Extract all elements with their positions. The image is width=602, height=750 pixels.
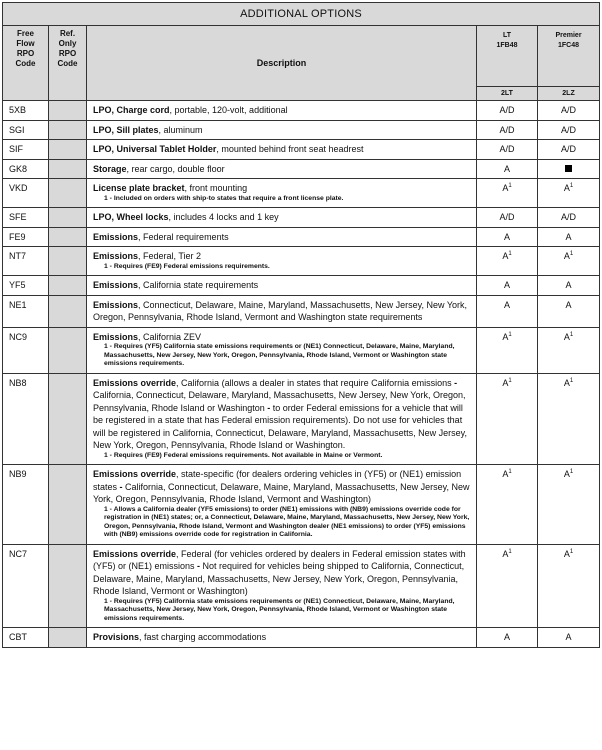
option-name: License plate bracket [93,183,185,193]
rpo-code: GK8 [3,159,49,179]
ref-only-code-cell [49,276,87,296]
footnote: 1 - Included on orders with ship-to states that require a front license plate. [104,194,344,202]
availability-code: A [563,183,570,193]
availability-code: A [502,548,509,559]
free-flow-rpo-header: Free Flow RPO Code [3,26,49,101]
option-detail: , mounted behind front seat headrest [216,144,364,154]
availability-code: A [563,251,570,261]
rpo-code: SGI [3,120,49,140]
option-description [87,247,477,276]
ref-only-code-cell [49,120,87,140]
lt-availability [477,120,538,140]
availability-code: A [503,280,510,290]
availability-code: A/D [499,105,515,115]
option-name: Emissions override [93,377,177,388]
lt-availability [477,227,538,247]
option-name: Storage [93,163,127,174]
option-name: Emissions [93,331,139,342]
footnote-marker: 1 [508,183,512,189]
option-detail: , fast charging accommodations [139,632,267,642]
premier-availability [538,628,600,648]
rpo-code: NB8 [3,373,49,465]
premier-availability [538,295,600,327]
option-name: Emissions override [93,469,177,479]
availability-code: A [565,299,572,310]
availability-code: A [563,331,570,342]
footnote-marker: 1 [569,331,574,338]
ref-only-code-cell [49,295,87,327]
footnote-marker: 1 [569,251,574,257]
premier-availability [538,227,600,247]
ref-only-code-cell [49,159,87,179]
table-title: ADDITIONAL OPTIONS [3,3,600,26]
option-name: Emissions [93,251,139,261]
availability-code: A [565,280,572,290]
option-description [87,373,477,465]
separator-dash: - [117,481,126,492]
availability-code: A [502,251,509,261]
rpo-code: NE1 [3,295,49,327]
footnote: 1 - Requires (YF5) California state emissions requirements or (NE1) Connecticut, Delaware, Maine, Maryland, Massachusetts, New Jersey, New York, Oregon, Pennsylvania, Rhode Island, Vermont or Washington state emissions requirements. [104,597,455,622]
footnote-marker: 1 [508,469,512,475]
availability-code: A [503,163,510,174]
lt-availability [477,373,538,465]
standard-equipment-icon [565,165,572,172]
ref-only-code-cell [49,628,87,648]
table-row [3,101,600,121]
rpo-code: FE9 [3,227,49,247]
table-row [3,544,600,628]
footnote: 1 - Requires (YF5) California state emissions requirements or (NE1) Connecticut, Delaware, Maine, Maryland, Massachusetts, New Jersey, New York, Oregon, Pennsylvania, Rhode Island, Vermont or Washington state emissions requirements. [104,343,455,367]
rpo-code: 5XB [3,101,49,121]
option-detail: , front mounting [184,183,248,193]
footnote-marker: 1 [569,377,574,384]
option-detail: , state-specific (for dealers ordering vehicles in (YF5) or (NE1) emission states [93,469,462,492]
premier-availability [538,373,600,465]
table-row [3,227,600,247]
ref-only-code-cell [49,208,87,228]
rpo-code: NC9 [3,327,49,373]
option-detail: California, Connecticut, Delaware, Maine, Maryland, Massachusetts, New Jersey, New York, Oregon, Pennsylvania, Rhode Island, Vermont and Washington) [93,481,470,504]
option-detail: , aluminum [158,124,203,135]
table-row [3,327,600,373]
lt-availability [477,101,538,121]
availability-code: A [502,469,509,479]
lt-availability [477,276,538,296]
ref-only-code-cell [49,327,87,373]
option-description [87,295,477,327]
premier-availability [538,327,600,373]
lt-availability [477,179,538,208]
separator-dash: - [451,377,458,388]
option-detail: to order Federal emissions for a vehicle that will be registered in a state that has Federal emission requirements). Do not use for vehicles that will be registered in California, Connecticut, Delaware, Maryland, Massachusetts, New Jersey, New York, Oregon, Pennsylvania, Rhode Island or Washington. [93,402,467,450]
premier-availability [538,465,600,545]
lt-availability [477,327,538,373]
table-row [3,120,600,140]
option-detail: California, Connecticut, Delaware, Maryland, Massachusetts, New Jersey, New York, Oregon, Pennsylvania, Rhode Island or Washington [93,390,466,413]
option-detail: , Federal, Tier 2 [138,251,202,261]
rpo-code: SIF [3,140,49,160]
lt-availability [477,295,538,327]
availability-code: A [503,632,510,642]
footnote-marker: 1 [508,548,512,555]
premier-availability [538,544,600,628]
ref-only-rpo-header: Ref. Only RPO Code [49,26,87,101]
ref-only-code-cell [49,544,87,628]
table-row [3,628,600,648]
option-description [87,465,477,545]
rpo-code: NC7 [3,544,49,628]
availability-code: A/D [561,124,577,135]
footnote: 1 - Requires (FE9) Federal emissions requirements. [104,262,270,270]
table-row [3,465,600,545]
option-name: Emissions [93,231,139,242]
option-description [87,544,477,628]
ref-only-code-cell [49,373,87,465]
lt-availability [477,247,538,276]
premier-package-header: 2LZ [538,87,600,101]
option-description [87,628,477,648]
availability-code: A/D [561,144,577,154]
availability-code: A [565,231,572,242]
option-description [87,159,477,179]
options-table [2,2,600,648]
availability-code: A [565,632,572,642]
table-row [3,373,600,465]
options-sheet [2,2,599,648]
option-name: Emissions [93,280,139,290]
options-rows [3,101,600,648]
table-row [3,276,600,296]
table-row [3,247,600,276]
option-description [87,227,477,247]
description-header: Description [87,26,477,101]
option-detail: , portable, 120-volt, additional [169,105,288,115]
premier-availability [538,120,600,140]
rpo-code: SFE [3,208,49,228]
footnote-marker: 1 [569,469,574,475]
ref-only-code-cell [49,140,87,160]
lt-availability [477,159,538,179]
footnote-marker: 1 [569,548,574,555]
availability-code: A [502,331,509,342]
lt-availability [477,628,538,648]
footnote-marker: 1 [508,251,512,257]
rpo-code: VKD [3,179,49,208]
premier-availability [538,159,600,179]
option-description [87,101,477,121]
option-detail: , Connecticut, Delaware, Maine, Maryland, Massachusetts, New Jersey, New York, Oregon, Pennsylvania, Rhode Island, Vermont and Washington state requirements [93,299,468,322]
option-name: LPO, Sill plates [93,124,159,135]
option-detail: , rear cargo, double floor [126,163,225,174]
footnote-marker: 1 [569,183,574,189]
ref-only-code-cell [49,465,87,545]
lt-availability [477,465,538,545]
lt-availability [477,208,538,228]
availability-code: A/D [499,124,515,135]
option-name: LPO, Charge cord [93,105,170,115]
option-description [87,140,477,160]
ref-only-code-cell [49,227,87,247]
option-name: LPO, Universal Tablet Holder [93,144,217,154]
availability-code: A [503,299,510,310]
availability-code: A [563,548,570,559]
availability-code: A [563,469,570,479]
option-description [87,208,477,228]
option-description [87,120,477,140]
premier-availability [538,101,600,121]
lt-trim-header: LT 1FB48 [477,26,538,87]
lt-availability [477,140,538,160]
footnote-marker: 1 [508,377,512,384]
option-name: Provisions [93,632,140,642]
ref-only-code-cell [49,179,87,208]
availability-code: A [502,377,509,388]
availability-code: A/D [561,105,577,115]
ref-only-code-cell [49,247,87,276]
option-detail: Not required for vehicles being shipped to California, Connecticut, Delaware, Maine, Maryland, Massachusetts, New Jersey, New York, Oregon, Pennsylvania, Rhode Island, Vermont or Washington) [93,561,465,596]
premier-trim-header: Premier 1FC48 [538,26,600,87]
table-row [3,295,600,327]
lt-package-header: 2LT [477,87,538,101]
ref-only-code-cell [49,101,87,121]
option-detail: , California ZEV [138,331,202,342]
table-row [3,179,600,208]
premier-availability [538,208,600,228]
availability-code: A/D [499,144,515,154]
option-name: Emissions override [93,548,177,559]
table-row [3,208,600,228]
availability-code: A/D [561,212,577,222]
separator-dash: - [194,561,203,571]
option-detail: , includes 4 locks and 1 key [168,212,279,222]
option-detail: , Federal requirements [138,231,229,242]
table-row [3,159,600,179]
availability-code: A [502,183,509,193]
option-name: Emissions [93,299,139,310]
option-name: LPO, Wheel locks [93,212,169,222]
premier-availability [538,247,600,276]
premier-availability [538,276,600,296]
footnote-marker: 1 [508,331,512,338]
option-description [87,179,477,208]
availability-code: A/D [499,212,515,222]
separator-dash: - [264,402,273,413]
table-row [3,140,600,160]
option-detail: , Federal (for vehicles ordered by dealers in Federal emission states with (YF5) or (NE1) emissions [93,548,466,571]
rpo-code: NT7 [3,247,49,276]
option-detail: , California state requirements [138,280,259,290]
availability-code: A [563,377,570,388]
footnote: 1 - Allows a California dealer (YF5 emissions) to order (NE1) emissions with (NB9) emissions override code for registration in (NE1) states; or, a Connecticut, Delaware, Maine, Maryland, Massachusetts, New Jersey, New York, Oregon, Pennsylvania, Rhode Island, Vermont and Washington dealer (NE1 emissions) to order (YF5) emissions with (NB9) emissions override code for registration in California. [104,505,470,538]
option-description [87,327,477,373]
option-description [87,276,477,296]
rpo-code: CBT [3,628,49,648]
rpo-code: NB9 [3,465,49,545]
footnote: 1 - Requires (FE9) Federal emissions requirements. Not available in Maine or Vermont. [104,451,383,459]
premier-availability [538,179,600,208]
availability-code: A [503,231,510,242]
rpo-code: YF5 [3,276,49,296]
lt-availability [477,544,538,628]
premier-availability [538,140,600,160]
option-detail: , California (allows a dealer in states that require California emissions [176,377,452,388]
